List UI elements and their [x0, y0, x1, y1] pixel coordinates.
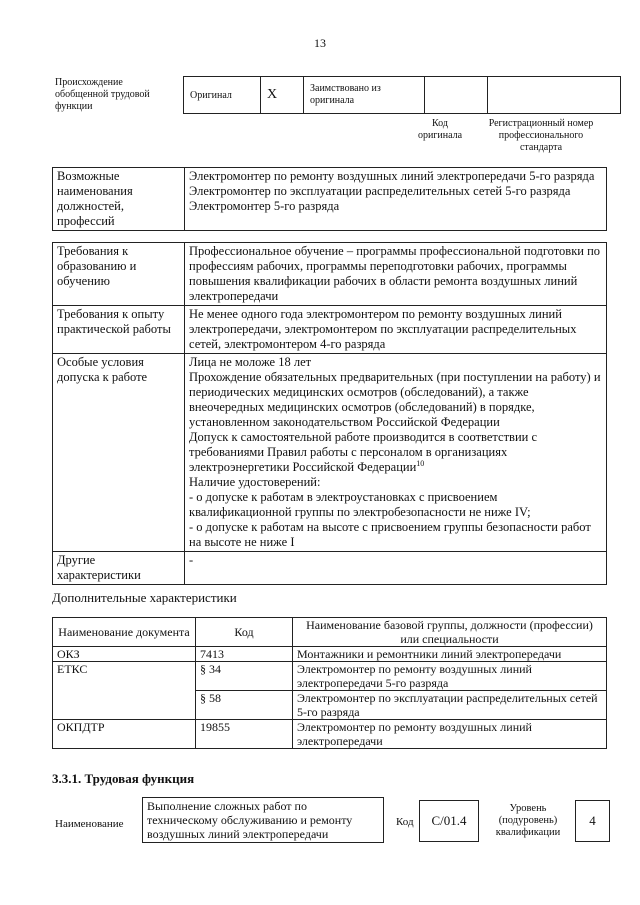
function-name-box: Выполнение сложных работ по техническому обслуживанию и ремонту воздушных линий электропередачи: [142, 797, 384, 843]
level-box: 4: [575, 800, 610, 842]
reg-number-box: [488, 77, 621, 114]
row-name: Электромонтер по ремонту воздушных линий электропередачи: [293, 720, 607, 749]
origin-label: Происхождение обобщенной трудовой функции: [55, 77, 150, 112]
conditions-label: Особые условия допуска к работе: [53, 354, 185, 552]
footnote-ref: 10: [416, 458, 425, 468]
row-code: 19855: [196, 720, 293, 749]
condition-line-text: Допуск к самостоятельной работе производится в соответствии с требованиями Правил работы с персоналом в организациях электроэнергетики Российской Федерации: [189, 430, 538, 474]
education-label: Требования к образованию и обучению: [53, 243, 185, 306]
borrowed-cell: Заимствовано из оригинала: [304, 77, 425, 114]
section-title: 3.3.1. Трудовая функция: [52, 771, 195, 786]
row-code: § 58: [196, 691, 293, 720]
position-line: Электромонтер по ремонту воздушных линий электропередачи 5-го разряда: [189, 169, 595, 183]
row-code: § 34: [196, 662, 293, 691]
requirements-table: [52, 242, 607, 585]
row-doc: ЕТКС: [53, 662, 196, 720]
additional-title: Дополнительные характеристики: [52, 590, 237, 605]
positions-table: [52, 167, 607, 231]
header-name: Наименование базовой группы, должности (профессии) или специальности: [293, 618, 607, 647]
condition-line: - о допуске к работам на высоте с присвоением группы безопасности работ на высоте не ниже I: [189, 520, 591, 549]
position-line: Электромонтер по эксплуатации распределительных сетей 5-го разряда: [189, 184, 571, 198]
code-box: C/01.4: [419, 800, 479, 842]
row-doc: ОКЗ: [53, 647, 196, 662]
reg-number-caption: Регистрационный номер профессионального стандарта: [488, 118, 594, 153]
row-name: Электромонтер по эксплуатации распределительных сетей 5-го разряда: [293, 691, 607, 720]
condition-line: Наличие удостоверений:: [189, 475, 321, 489]
original-mark: X: [261, 77, 304, 114]
experience-text: Не менее одного года электромонтером по ремонту воздушных линий электропередачи, электромонтером по эксплуатации распределительных сетей, электромонтером 4-го разряда: [185, 306, 607, 354]
page-number: 13: [314, 36, 326, 50]
header-document: Наименование документа: [53, 618, 196, 647]
condition-line: Лица не моложе 18 лет: [189, 355, 312, 369]
original-label: Оригинал: [190, 89, 232, 101]
row-code: 7413: [196, 647, 293, 662]
row-doc: ОКПДТР: [53, 720, 196, 749]
code-original-box: [425, 77, 488, 114]
positions-label: Возможные наименования должностей, профессий: [53, 168, 185, 231]
additional-table: [52, 617, 607, 749]
position-line: Электромонтер 5-го разряда: [189, 199, 340, 213]
row-name: Электромонтер по ремонту воздушных линий электропередачи 5-го разряда: [293, 662, 607, 691]
education-text: Профессиональное обучение – программы профессиональной подготовки по профессиям рабочих, программы переподготовки рабочих, программы повышения квалификации рабочих в области ремонта воздушных линий электропередачи: [185, 243, 607, 306]
conditions-text: [185, 354, 607, 552]
code-original-caption: Код оригинала: [417, 118, 463, 141]
other-text: -: [185, 552, 607, 585]
original-cell: [184, 77, 261, 114]
condition-line: [189, 430, 602, 475]
positions-values: [185, 168, 607, 231]
code-label: Код: [396, 816, 414, 828]
other-label: Другие характеристики: [53, 552, 185, 585]
level-label: Уровень (подуровень) квалификации: [495, 803, 561, 838]
experience-label: Требования к опыту практической работы: [53, 306, 185, 354]
row-name: Монтажники и ремонтники линий электропередачи: [293, 647, 607, 662]
condition-line: - о допуске к работам в электроустановках с присвоением квалификационной группы по электробезопасности не ниже IV;: [189, 490, 531, 519]
header-code: Код: [196, 618, 293, 647]
name-label: Наименование: [55, 818, 124, 830]
condition-line: Прохождение обязательных предварительных (при поступлении на работу) и периодических медицинских осмотров (обследований), а также внеочередных медицинских осмотров (обследований) в порядке, установленном законодательством Российской Федерации: [189, 370, 601, 429]
origin-table: [183, 76, 621, 114]
